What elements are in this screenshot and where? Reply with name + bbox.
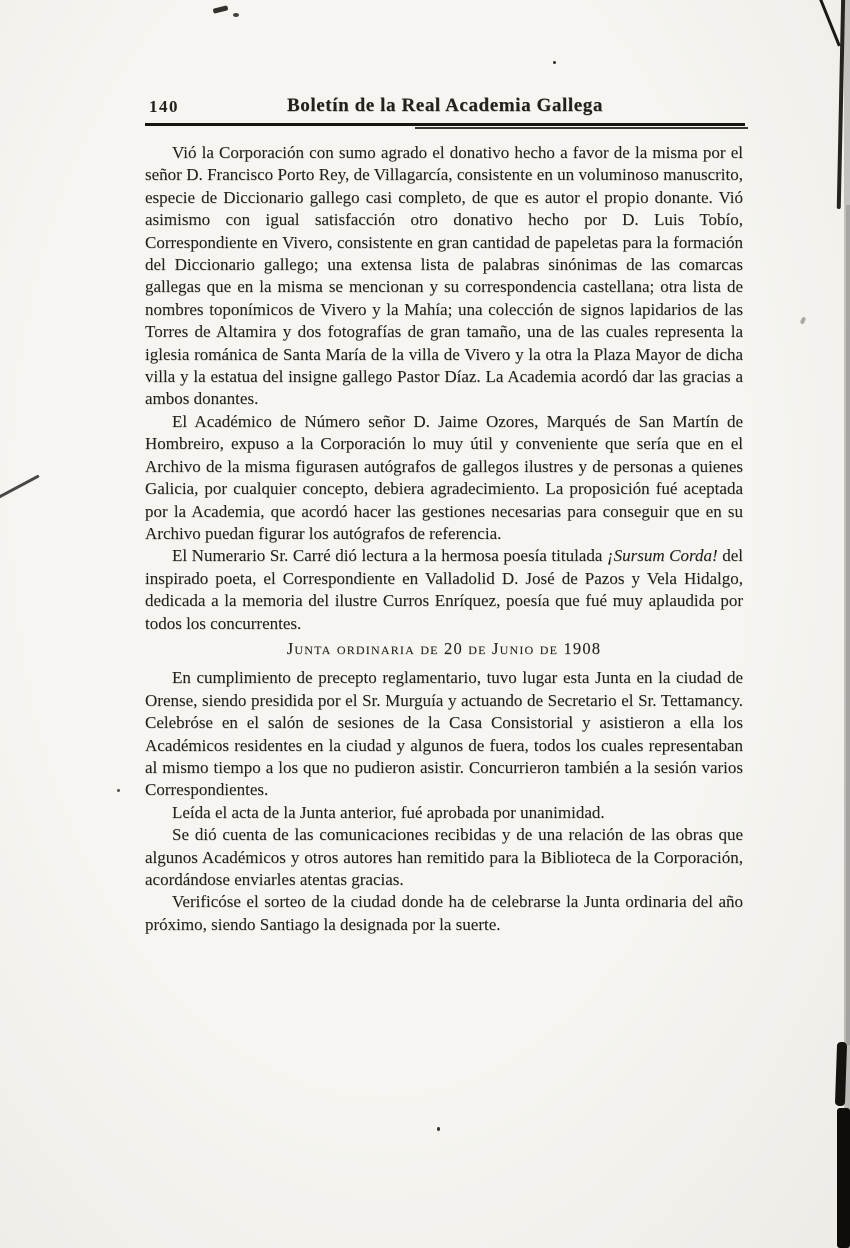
page-header <box>145 95 745 121</box>
scan-artifact-top-right-line <box>837 0 846 209</box>
paragraph-acta: Leída el acta de la Junta anterior, fué aprobada por unanimidad. <box>172 802 605 822</box>
scan-artifact-dot-above-title <box>553 61 556 64</box>
scan-artifact-dot-left-margin <box>117 789 120 792</box>
header-rule <box>145 123 745 126</box>
scan-artifact-bottom-right-blob <box>835 1042 847 1106</box>
paragraph-sorteo: Verificóse el sorteo de la ciudad donde ha de celebrarse la Junta ordinaria del año próximo, siendo Santiago la designada por la suerte. <box>145 892 743 934</box>
scan-artifact-top-speck-small <box>233 13 239 17</box>
paragraph-comunicaciones: Se dió cuenta de las comunicaciones recibidas y de una relación de las obras que algunos Académicos y otros autores han remitido para la Biblioteca de la Corporación, acordándose enviarles atentas gracias. <box>145 825 743 889</box>
paragraph-carre <box>145 545 743 635</box>
scan-artifact-left-slash <box>0 474 40 500</box>
paragraph-carre-text-post: del inspirado poeta, el Correspondiente en Valladolid D. José de Pazos y Vela Hidalgo, dedicada a la memoria del ilustre Curros Enríquez, poesía que fué muy aplaudida por todos los concurrentes. <box>145 546 743 633</box>
scan-artifact-mark-right-margin <box>800 316 807 324</box>
paragraph-junta: En cumplimiento de precepto reglamentario, tuvo lugar esta Junta en la ciudad de Orense, siendo presidida por el Sr. Murguía y actuando de Secretario el Sr. Tettamancy. Celebróse en el salón de sesiones de la Casa Consistorial y asistieron a ella los Académicos residentes en la ciudad y algunos de fuera, todos los cuales representaban al mismo tiempo a los que no pudieron asistir. Concurrieron también a la sesión varios Correspondientes. <box>145 668 743 800</box>
text-column <box>145 142 743 936</box>
paragraph-ozores: El Académico de Número señor D. Jaime Ozores, Marqués de San Martín de Hombreiro, expuso a la Corporación lo muy útil y conveniente que sería que en el Archivo de la misma figurasen autógrafos de gallegos ilustres y de personas a quienes Galicia, por cualquier concepto, debiera agradecimiento. La proposición fué aceptada por la Academia, que acordó hacer las gestiones necesarias para conseguir que en su Archivo puedan figurar los autógrafos de referencia. <box>145 411 743 543</box>
scan-artifact-binding-edge <box>844 0 850 1248</box>
scan-artifact-top-corner-line <box>816 0 841 46</box>
scan-artifact-mid-right-line <box>846 205 850 1045</box>
page-number: 140 <box>149 97 179 116</box>
poem-title-italic: ¡Sursum Corda! <box>606 546 718 566</box>
paragraph-carre-text-pre: El Numerario Sr. Carré dió lectura a la hermosa poesía titulada <box>172 546 607 566</box>
running-title: Boletín de la Real Academia Gallega <box>286 95 603 116</box>
scan-artifact-dot-bottom <box>437 1127 440 1131</box>
section-heading: Junta ordinaria de 20 de Junio de 1908 <box>286 638 602 658</box>
paragraph-donativos: Vió la Corporación con sumo agrado el donativo hecho a favor de la misma por el señor D. Francisco Porto Rey, de Villagarcía, consistente en un voluminoso manuscrito, especie de Diccionario gallego casi completo, de que es autor el propio donante. Vió asimismo con igual satisfacción otro donativo hecho por D. Luis Tobío, Correspondiente en Vivero, consistente en gran cantidad de papeletas para la formación del Diccionario gallego; una extensa lista de palabras sinónimas de las comarcas gallegas que en la misma se mencionan y su correspondencia castellana; otra lista de nombres toponímicos de Vivero y la Mahía; una colección de signos lapidarios de las Torres de Altamira y dos fotografías de gran tamaño, una de las cuales representa la iglesia románica de Santa María de la villa de Vivero y la otra la Plaza Mayor de dicha villa y la estatua del insigne gallego Pastor Díaz. La Academia acordó dar las gracias a ambos donantes. <box>145 143 743 409</box>
scan-artifact-bottom-right-bar <box>837 1108 850 1248</box>
scan-artifact-top-speck <box>213 5 229 13</box>
